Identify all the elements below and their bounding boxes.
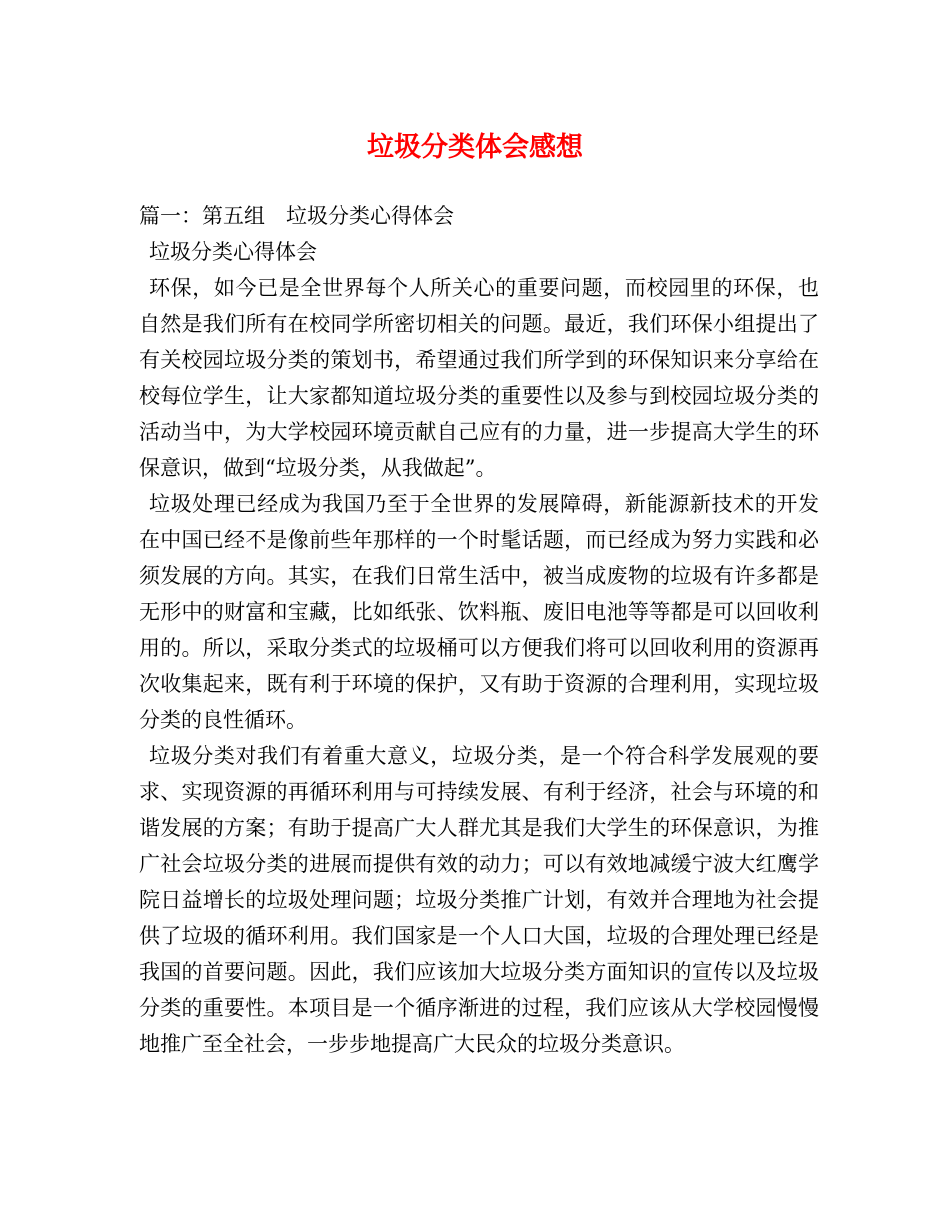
section-heading: 篇一：第五组 垃圾分类心得体会 (139, 204, 454, 228)
document-body (139, 198, 819, 1062)
paragraph-2: 垃圾处理已经成为我国乃至于全世界的发展障碍，新能源新技术的开发在中国已经不是像前些年那样的一个时髦话题，而已经成为努力实践和必须发展的方向。其实，在我们日常生活中，被当成废物的垃圾有许多都是无形中的财富和宝藏，比如纸张、饮料瓶、废旧电池等等都是可以回收利用的。所以，采取分类式的垃圾桶可以方便我们将可以回收利用的资源再次收集起来，既有利于环境的保护，又有助于资源的合理利用，实现垃圾分类的良性循环。 (139, 492, 819, 732)
paragraph-3: 垃圾分类对我们有着重大意义，垃圾分类，是一个符合科学发展观的要求、实现资源的再循环利用与可持续发展、有利于经济，社会与环境的和谐发展的方案；有助于提高广大人群尤其是我们大学生的环保意识，为推广社会垃圾分类的进展而提供有效的动力；可以有效地减缓宁波大红鹰学院日益增长的垃圾处理问题；垃圾分类推广计划，有效并合理地为社会提供了垃圾的循环利用。我们国家是一个人口大国，垃圾的合理处理已经是我国的首要问题。因此，我们应该加大垃圾分类方面知识的宣传以及垃圾分类的重要性。本项目是一个循序渐进的过程，我们应该从大学校园慢慢地推广至全社会，一步步地提高广大民众的垃圾分类意识。 (139, 744, 819, 1056)
paragraph-1: 环保，如今已是全世界每个人所关心的重要问题，而校园里的环保，也自然是我们所有在校同学所密切相关的问题。最近，我们环保小组提出了有关校园垃圾分类的策划书，希望通过我们所学到的环保知识来分享给在校每位学生，让大家都知道垃圾分类的重要性以及参与到校园垃圾分类的活动当中，为大学校园环境贡献自己应有的力量，进一步提高大学生的环保意识，做到“垃圾分类，从我做起”。 (139, 276, 819, 480)
subheading: 垃圾分类心得体会 (149, 240, 317, 264)
page-title: 垃圾分类体会感想 (367, 132, 583, 163)
